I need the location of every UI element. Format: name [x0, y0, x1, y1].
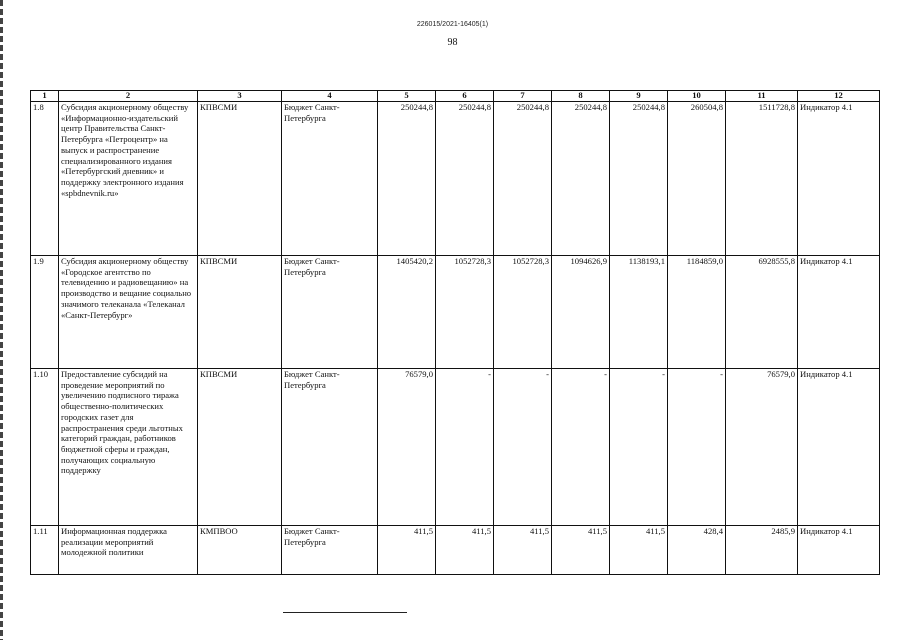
- row-value-col6: 250244,8: [436, 102, 494, 256]
- table-row: [31, 526, 880, 575]
- column-header: 8: [552, 91, 610, 102]
- column-header: 2: [59, 91, 198, 102]
- row-value-col7: 411,5: [494, 526, 552, 575]
- table-row: [31, 369, 880, 526]
- column-header: 11: [726, 91, 798, 102]
- row-value-col8: -: [552, 369, 610, 526]
- row-value-col9: 250244,8: [610, 102, 668, 256]
- row-value-col5: 1405420,2: [378, 256, 436, 369]
- row-value-col8: 250244,8: [552, 102, 610, 256]
- row-executor: КПВСМИ: [198, 102, 282, 256]
- row-indicator: Индикатор 4.1: [798, 526, 880, 575]
- row-indicator: Индикатор 4.1: [798, 256, 880, 369]
- row-total: 2485,9: [726, 526, 798, 575]
- page-number: 98: [447, 37, 458, 48]
- row-value-col10: 260504,8: [668, 102, 726, 256]
- row-executor: КПВСМИ: [198, 369, 282, 526]
- row-value-col8: 1094626,9: [552, 256, 610, 369]
- table-row: [31, 102, 880, 256]
- row-value-col10: 428,4: [668, 526, 726, 575]
- row-executor: КПВСМИ: [198, 256, 282, 369]
- column-header: 6: [436, 91, 494, 102]
- row-value-col5: 411,5: [378, 526, 436, 575]
- row-total: 76579,0: [726, 369, 798, 526]
- row-value-col9: 411,5: [610, 526, 668, 575]
- scan-edge-marks: [0, 0, 3, 640]
- row-number: 1.10: [31, 369, 59, 526]
- row-value-col7: 1052728,3: [494, 256, 552, 369]
- row-funding-source: Бюджет Санкт-Петербурга: [282, 256, 378, 369]
- row-funding-source: Бюджет Санкт-Петербурга: [282, 102, 378, 256]
- row-number: 1.9: [31, 256, 59, 369]
- row-description: Субсидия акционерному обществу «Городское агентство по телевидению и радиовещанию» на производство и вещание социально значимого телеканала «Телеканал «Санкт-Петербург»: [59, 256, 198, 369]
- row-value-col9: 1138193,1: [610, 256, 668, 369]
- table-row: [31, 256, 880, 369]
- row-value-col5: 76579,0: [378, 369, 436, 526]
- row-value-col7: -: [494, 369, 552, 526]
- column-header: 10: [668, 91, 726, 102]
- row-number: 1.8: [31, 102, 59, 256]
- column-header: 9: [610, 91, 668, 102]
- row-description: Предоставление субсидий на проведение мероприятий по увеличению подписного тиража общественно-политических городских газет для распространения среди льготных категорий граждан, работников бюджетной сферы и граждан, получающих социальную поддержку: [59, 369, 198, 526]
- column-header: 1: [31, 91, 59, 102]
- row-description: Информационная поддержка реализации мероприятий молодежной политики: [59, 526, 198, 575]
- column-header: 3: [198, 91, 282, 102]
- row-value-col9: -: [610, 369, 668, 526]
- row-indicator: Индикатор 4.1: [798, 369, 880, 526]
- column-header: 4: [282, 91, 378, 102]
- column-header: 12: [798, 91, 880, 102]
- row-number: 1.11: [31, 526, 59, 575]
- row-value-col6: 411,5: [436, 526, 494, 575]
- column-header: 7: [494, 91, 552, 102]
- row-funding-source: Бюджет Санкт-Петербурга: [282, 526, 378, 575]
- column-header: 5: [378, 91, 436, 102]
- row-description: Субсидия акционерному обществу «Информационно-издательский центр Правительства Санкт-Петербурга «Петроцентр» на выпуск и распространение специализированного издания «Петербургский дневник» и поддержку электронного издания «spbdnevnik.ru»: [59, 102, 198, 256]
- row-value-col6: 1052728,3: [436, 256, 494, 369]
- row-value-col10: -: [668, 369, 726, 526]
- row-indicator: Индикатор 4.1: [798, 102, 880, 256]
- row-value-col6: -: [436, 369, 494, 526]
- row-value-col7: 250244,8: [494, 102, 552, 256]
- budget-table: [30, 90, 880, 575]
- column-header-row: [31, 91, 880, 102]
- row-value-col8: 411,5: [552, 526, 610, 575]
- row-funding-source: Бюджет Санкт-Петербурга: [282, 369, 378, 526]
- row-total: 1511728,8: [726, 102, 798, 256]
- document-id: 226015/2021-16405(1): [416, 21, 489, 28]
- row-total: 6928555,8: [726, 256, 798, 369]
- row-value-col10: 1184859,0: [668, 256, 726, 369]
- footnote-separator: [283, 612, 407, 613]
- row-executor: КМПВОО: [198, 526, 282, 575]
- row-value-col5: 250244,8: [378, 102, 436, 256]
